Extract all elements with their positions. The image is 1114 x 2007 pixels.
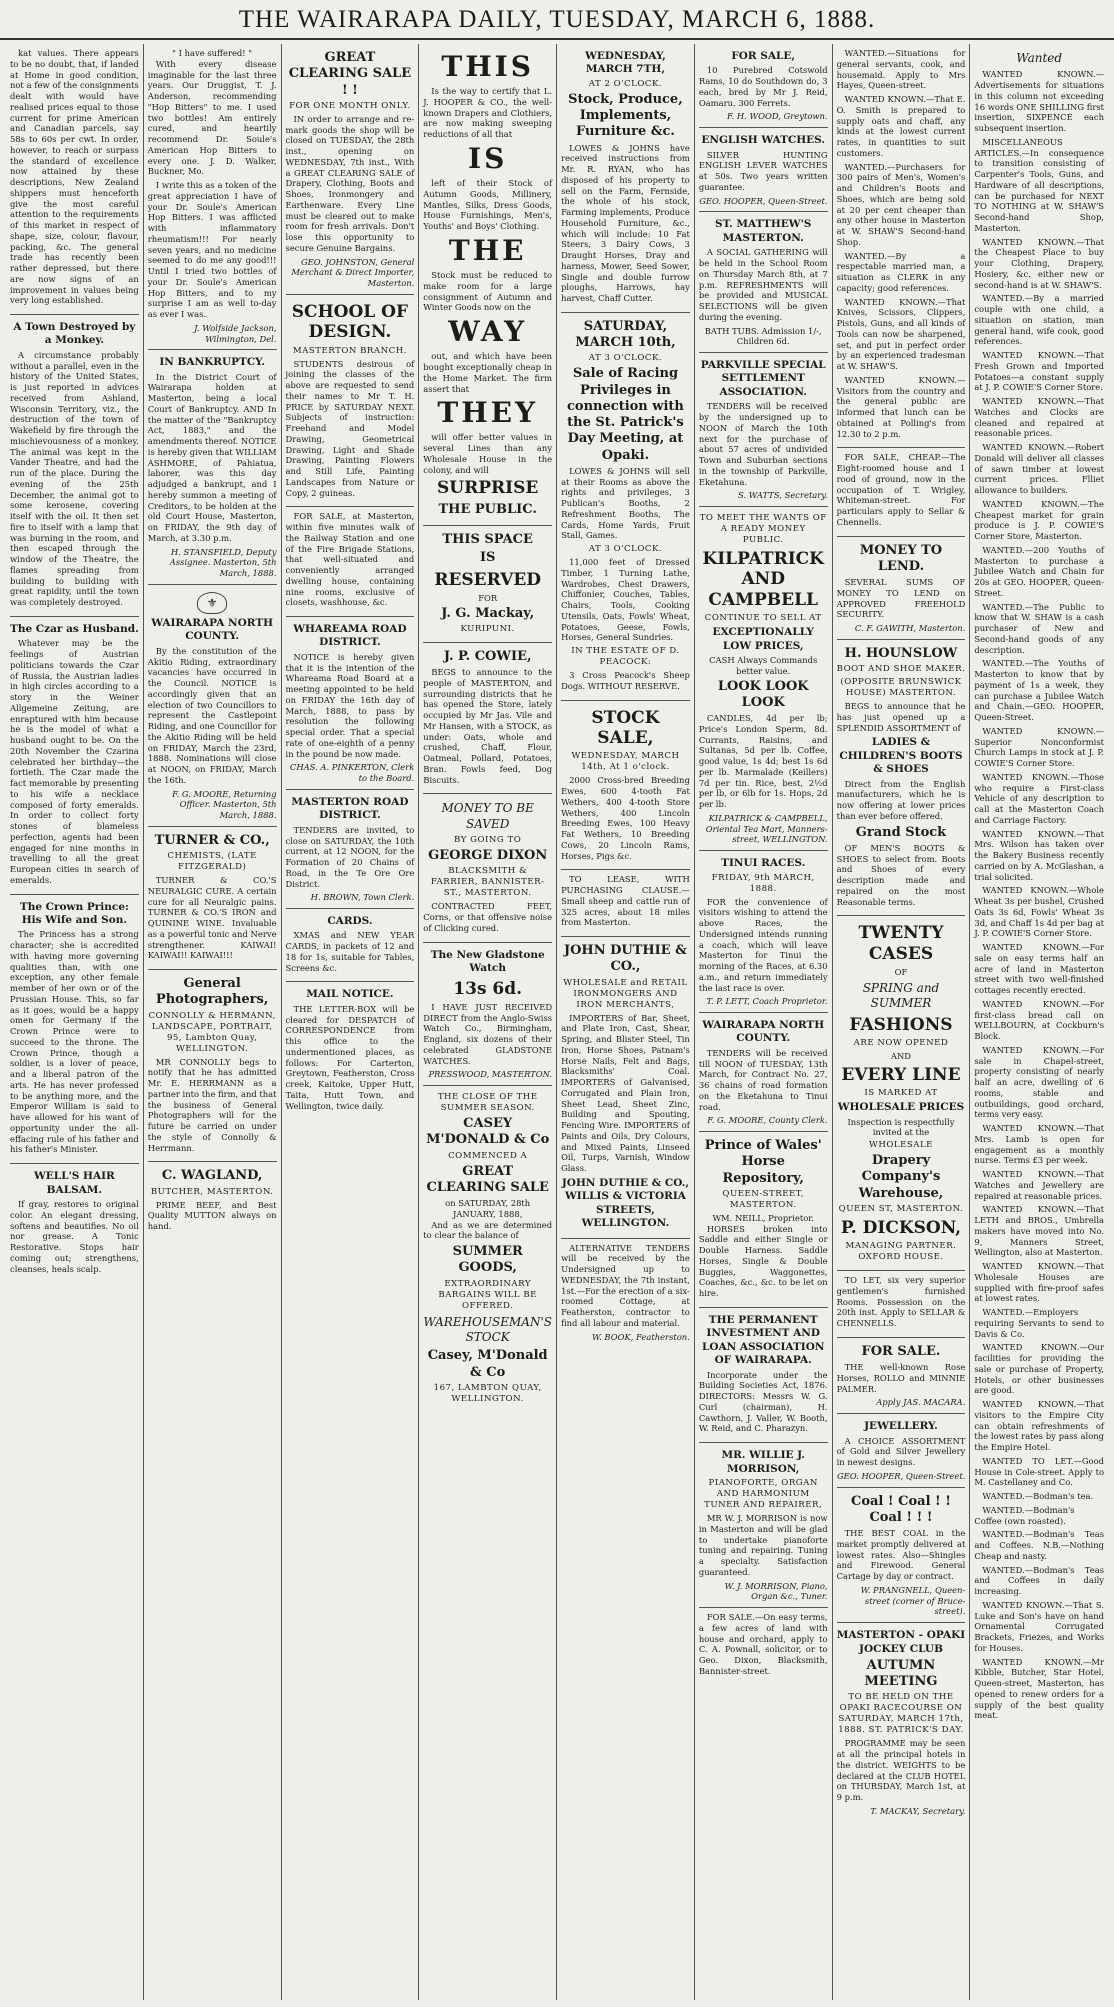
ad-house-cheap [837, 448, 966, 536]
ad-subheading: BUTCHER, MASTERTON. [150, 1186, 274, 1197]
ad-line: Inspection is respectfully invited at the [847, 1116, 955, 1138]
ad-land-sale [699, 1608, 828, 1685]
ad-text: Incorporate under the Building Societies Act, 1876. DIRECTORS: Messrs W. G. Curl (chairman), H. Cawthorn, J. Valler, W. Booth, W. Reid, and C. Pharazyn. [698, 1369, 828, 1434]
ad-piano-tuner [699, 1443, 828, 1608]
ad-line: on SATURDAY, 28th JANUARY, 1888, [445, 1198, 531, 1219]
notice-signature: F. G. MOORE, Returning Officer. Masterton, 5th March, 1888. [172, 788, 277, 821]
ad-heading: GEORGE DIXON [428, 848, 548, 864]
ad-price: 13s 6d. [453, 978, 523, 999]
ad-text: PRIME BEEF, and Best Quality MUTTON always on hand. [147, 1199, 277, 1232]
column-1 [6, 44, 144, 2000]
notice-signature: H. STANSFIELD, Deputy Assignee. Masterton, 5th March, 1888. [169, 546, 277, 579]
notice-text: THE LETTER-BOX will be cleared for DESPATCH of CORRESPONDENCE from this office to the undermentioned places, as follows: For Carterton, Greytown, Featherston, Cross creek, Kaitoke, Upper Hutt, Taita, Hutt Town, and Wellington, twice daily. [285, 1003, 415, 1111]
ad-coal [837, 1488, 966, 1624]
notice-heading: WAIRARAPA NORTH COUNTY. [702, 1019, 825, 1045]
classified-wanted [837, 44, 966, 448]
ad-house-sale [286, 507, 415, 617]
ad-heading: Sale of Racing Privileges in connection with the St. Patrick's Day Meeting, at Opaki. [567, 366, 684, 463]
ad-text: A CHOICE ASSORTMENT of Gold and Silver Jewellery in newest designs. [836, 1435, 966, 1468]
ad-jewellery [837, 1414, 966, 1487]
ad-subheading: CHEMISTS, (LATE FITZGERALD) [167, 851, 257, 873]
newspaper-title: THE WAIRARAPA DAILY, TUESDAY, MARCH 6, 1888. [238, 6, 876, 33]
classified-item: WANTED KNOWN.—That visitors to the Empire City can obtain refreshments of the lowest rates by pass along the Empire Hotel. [974, 1399, 1104, 1453]
notice-wairarapa-north [699, 1013, 828, 1132]
ad-rams-sale [699, 44, 828, 128]
ad-subheading: FOR ONE MONTH ONLY. [289, 100, 411, 111]
ad-signature: KILPATRICK & CAMPBELL, Oriental Tea Mart, Manners-street, WELLINGTON. [705, 812, 828, 845]
classified-item: WANTED.—Bodman's Coffee (own roasted). [974, 1504, 1075, 1526]
ad-text: HORSES broken into Saddle and either Single or Double Harness. Saddle Horses, Single & Double Buggies, Waggonettes, Coaches, &c., &c. to be let on hire. [698, 1223, 828, 1299]
ad-subheading: WHOLESALE and RETAIL IRONMONGERS AND IRON MERCHANTS, [563, 977, 688, 1010]
article-text: kat values. There appears to be no doubt, that, if landed at Home in good condition, not a few of the consignments dealt with would have realised prices equal to those current for prime American and Canadian parcels, say 58s to 60s per cwt. In order, however, to reach or surpass the standard of excellence now attained by these descriptions, New Zealand shippers must henceforth give the most careful attention to the requirements of this market in respect of shape, size, colour, flavour, packing, &c. The general trade has recently been rather depressed, but there are now signs of an improvement in values being very long established. [10, 48, 139, 306]
ad-text: out, and which have been bought exceptionally cheap in the Home Market. The firm assert that [423, 351, 553, 394]
ad-signature: F. H. WOOD, Greytown. [727, 111, 828, 122]
classified-item: WANTED KNOWN.—That the Cheapest Place to buy your Clothing, Drapery, Hosiery, &c. either new or second-hand is at W. SHAW'S. [974, 236, 1104, 290]
ad-heading: Coal ! Coal ! ! Coal ! ! ! [850, 1493, 951, 1525]
ad-text: STUDENTS desirous of joining the classes of the above are requested to send their names to Mr T. H. PRICE by SATURDAY NEXT. Subjects of instruction: Freehand and Model Drawing, Geometrical Drawing, Light and Shade Drawing, Painting Flowers and Still Life, Painting Landscapes from Nature or Copy, 2 guineas. [285, 358, 415, 498]
ad-text: TO LEASE, WITH PURCHASING CLAUSE.—Small sheep and cattle run of 325 acres, about 18 miles from Masterton. [561, 874, 690, 928]
article-text: A circumstance probably without a parallel, even in the history of the United States, is just reported in advices received from Ashland, Wisconsin Territory, viz., the destruction of the town of Wakefield by fire through the mischievousness of a monkey. The animal was kept in the Vander Theatre, and had the run of the place. During the evening of the 25th December, the animal got to some kerosene, covering itself with the oil. It then set fire to itself with a lamp that was burning in the room, and then escaped through the window of the Theatre, the flames spreading from building to building with great rapidity, until the town was completely destroyed. [10, 349, 139, 608]
classified-item: WANTED KNOWN.—That Knives, Scissors, Clippers, Pistols, Guns, and all kinds of Tools can now be sharpened, set, and put in perfect order by an experienced tradesman at W. SHAW'S. [836, 296, 966, 371]
article-heading: The Czar as Husband. [10, 622, 139, 635]
ad-heading: CARDS. [327, 915, 373, 928]
article-czar [10, 617, 139, 895]
ad-text: PROGRAMME may be seen at all the principal hotels in the district. WEIGHTS to be declared at the CLUB HOTEL on THURSDAY, March 1st, at 9 p.m. [836, 1738, 966, 1803]
classified-item: WANTED KNOWN.—Whole Wheat 3s per bushel, Crushed Oats 3s 6d, Fowls' Wheat 3s 3d, and Chaff 1s 4d per bag at J. P. COWIE'S Corner Store. [974, 885, 1104, 939]
notice-masterton-road [286, 790, 415, 909]
ad-line: IS [479, 550, 496, 566]
classified-item: WANTED.—Employers requiring Servants to send to Davis & Co. [974, 1307, 1104, 1339]
ad-line: IS MARKED AT [864, 1088, 938, 1099]
ad-horses-for-sale [837, 1338, 966, 1414]
classified-item: WANTED KNOWN.—That Mrs. Wilson has taken over the Bakery Business recently carried on by A. McGlashan, a trial solicited. [974, 828, 1104, 882]
ad-heading: TINUI RACES. [721, 857, 806, 870]
ad-school-of-design [286, 295, 415, 508]
ad-investment-association [699, 1308, 828, 1443]
masthead [0, 0, 1114, 40]
ad-text: MR CONNOLLY begs to notify that he has admitted Mr. E. HERRMANN as a partner into the firm, and that the business of General Photographers will for the future be carried on under the style of Connolly & Herrmann. [147, 1056, 277, 1153]
ad-text: Direct from the English manufacturers, which he is now offering at lower prices than ever before offered. [836, 778, 966, 821]
ad-heading: General Photographers, [155, 976, 269, 1008]
notice-text: A SOCIAL GATHERING will be held in the School Room on Thursday March 8th, at 7 p.m. REFRESHMENTS will be provided and MUSICAL SELECTIONS will be given during the evening. [698, 247, 828, 322]
ad-racing-privileges [561, 313, 690, 701]
ad-tinui-races [699, 851, 828, 1013]
classified-item: WANTED KNOWN.—Mr Kibble, Butcher, Star Hotel, Queen-street, Masterton, has opened to renew orders for a supply of the best quality meat. [974, 1656, 1104, 1721]
ad-line: QUEEN ST, MASTERTON. [838, 1203, 964, 1214]
ad-heading: SUMMER GOODS, [452, 1244, 523, 1276]
ad-text: THE BEST COAL in the market promptly delivered at lowest rates. Also—Shingles and Firewood. General Cartage by day or contract. [836, 1528, 966, 1582]
notice-signature: S. WATTS, Secretary. [737, 490, 828, 501]
ad-text: 2000 Cross-bred Breeding Ewes, 600 4-tooth Fat Wethers, 400 4-tooth Store Wethers, 400 Lincoln Breeding Ewes, 100 Heavy Fat Wethers, 10 Breeding Cows, 20 Lincoln Rams, Horses, Pigs &c. [561, 775, 690, 861]
classified-item: WANTED.—The Youths of Masterton to know that by payment of 1s a week, they can purchase a Jubilee Watch and Chain.—GEO. HOOPER, Queen-Street. [974, 658, 1104, 723]
notice-text: TENDERS are invited, to close on SATURDAY, the 10th current, at 12 NOON, for the Formation of 20 Chains of Road, in the Te Ore Ore District. [285, 824, 415, 889]
ad-line: AND [890, 1050, 912, 1061]
ad-signature: T. MACKAY, Secretary. [870, 1805, 966, 1816]
notice-mail [286, 982, 415, 1119]
ad-heading: TURNER & CO., [154, 832, 270, 848]
ad-text: FOR SALE, at Masterton, within five minutes walk of the Railway Station and one of the Fire Brigade Stations, that well-situated and conveniently arranged dwelling house, containing nine rooms, exclusive of closets, washhouse, &c. [285, 511, 415, 608]
ad-text: FOR SALE.—On easy terms, a few acres of land with house and orchard, apply to C. A. Pownall, solicitor, or to Geo. Dixon, Blacksmith, Bannister-street. [698, 1612, 828, 1676]
ad-subheading: MASTERTON BRANCH. [292, 345, 407, 356]
ad-heading: Stock, Produce, Implements, Furniture &c. [568, 91, 683, 140]
ad-heading: CASEY M'DONALD & Co [426, 1116, 550, 1148]
notice-text: NOTICE is hereby given that it is the intention of the Whareama Road Board at a meeting appointed to be held on FRIDAY the 16th day of March, 1888, to pass by resolution the following special order. That a special rate of one-eighth of a penny in the pound be now made. [285, 651, 415, 759]
column-3 [282, 44, 420, 2000]
ad-text: IN order to arrange and re-mark goods the shop will be closed on TUESDAY, the 28th inst., opening on WEDNESDAY, 7th inst., With a GREAT CLEARING SALE of Drapery, Clothing, Boots and Shoes, Ironmongery and Earthenware. Every Line must be cleared out to make room for fresh arrivals. Don't lose this opportunity to secure Genuine Bargains. [285, 113, 415, 253]
ad-auction-ryan [561, 44, 690, 313]
ad-heading: FOR SALE, [731, 50, 796, 62]
ad-text: With every disease imaginable for the last three years. Our Druggist, T. J. Anderson, recommending "Hop Bitters" to me. I used two bottles! Am entirely cured, and heartily recommend Dr. Soule's American Hop Bitters to every one. J. D. Walker, Buckner, Mo. [147, 58, 277, 177]
classified-item: WANTED KNOWN.—That Fresh Grown and Imported Potatoes—a constant supply at J. P. COWIE'S Corner Store. [974, 350, 1104, 393]
classified-item: WANTED KNOWN.—That Watches and Clocks are cleaned and repaired at reasonable prices. [974, 396, 1104, 439]
classified-item: WANTED.—Purchasers for 300 pairs of Men's, Women's and Children's Boots and Shoes, which are being sold at 20 per cent cheaper than any other house in Masterton at W. SHAW'S Second-hand Shop. [836, 161, 966, 247]
ad-text: I HAVE JUST RECEIVED DIRECT from the Anglo-Swiss Watch Co., Birmingham, England, six dozens of their celebrated GLADSTONE WATCHES. [423, 1001, 553, 1066]
ad-heading: LOOK LOOK LOOK [717, 678, 809, 710]
ad-signature: J. Wolfside Jackson, Wilmington, Del. [194, 322, 277, 344]
ad-big-word: IS [468, 141, 508, 175]
article-continued [10, 44, 139, 315]
ad-line: MANAGING PARTNER. OXFORD HOUSE. [845, 1241, 957, 1263]
classified-item: WANTED.—Bodman's Teas and Coffees. N.B.—Nothing Cheap and nasty. [974, 1529, 1104, 1561]
classified-item: WANTED KNOWN.—That Mrs. Lamb is open for engagement as a monthly nurse. Terms £3 per week. [974, 1123, 1104, 1166]
ad-hooper-sale [423, 44, 552, 526]
ad-heading: GREAT CLEARING SALE [426, 1163, 549, 1195]
ad-text: left of their Stock of Autumn Goods, Millinery, Mantles, Silks, Dress Goods, House Furnishings, Men's, Youths' and Boys' Clothing. [423, 178, 553, 232]
ad-heading: STOCK SALE, [591, 707, 660, 749]
ad-text: XMAS and NEW YEAR CARDS, in packets of 12 and 18 for 1s, suitable for Tables, Screens &c. [285, 930, 415, 973]
ad-line: 167, LAMBTON QUAY, WELLINGTON. [433, 1382, 542, 1404]
ad-cards [286, 909, 415, 982]
ad-tenders [561, 1239, 690, 1348]
ad-text: SILVER HUNTING ENGLISH LEVER WATCHES at 50s. Two years written guarantee. [698, 149, 828, 192]
column-6 [695, 44, 833, 2000]
ad-text: CONTRACTED FEET, Corns, or that offensive noise of Clicking cured. [423, 901, 553, 933]
notice-signature: CHAS. A. PINKERTON, Clerk to the Board. [289, 762, 415, 784]
ad-text: ALTERNATIVE TENDERS will be received by the Undersigned up to WEDNESDAY, the 7th instant, 1st.—For the erection of a six-roomed Cottage, at Featherston, contractor to find all labour and material. [561, 1242, 690, 1328]
ad-text: will offer better values in several Lines than any Wholesale House in the colony, and will [423, 432, 553, 475]
ad-line: ARE NOW OPENED [853, 1037, 949, 1048]
ad-heading: SCHOOL OF DESIGN. [291, 301, 409, 343]
ad-line: SPRING and SUMMER [862, 980, 940, 1011]
ad-text: LOWES & JOHNS have received instructions from Mr. R. RYAN, who has disposed of his property to sell on the Farm, Fernside, the whole of his stock, Farming implements, Produce Household Furniture, &c., which will include: 10 Fat Steers, 3 Dairy Cows, 3 Draught Horses, Dray and harness, Mower, Seed Sower, Single and double furrow ploughs, Harrows, hay harvest, Chaff Cutter. [561, 142, 690, 304]
ad-heading: TWENTY CASES [858, 923, 944, 964]
classified-item: WANTED KNOWN.—That S. Luke and Son's have on hand Ornamental Corrugated Brackets, Friezes, and Works for Houses. [974, 1599, 1104, 1653]
ad-heading: Casey, M'Donald & Co [427, 1348, 548, 1380]
ad-heading: MONEY TO BE SAVED [441, 801, 534, 831]
classified-item: WANTED.—Bodman's tea. [982, 1491, 1094, 1502]
ad-heading: FOR SALE. [861, 1343, 941, 1359]
ad-heading: MONEY TO LEND. [859, 542, 943, 574]
page-columns [6, 44, 1108, 2000]
ad-heading: MASTERTON - OPAKI JOCKEY CLUB [836, 1629, 966, 1655]
ad-reserved-space [423, 526, 552, 643]
classified-item: WANTED KNOWN.—For sale in Chapel-street, property consisting of nearly half an acre, dwelling of 6 rooms, stable and outbuildings, good orchard, terms very easy. [974, 1044, 1104, 1120]
ad-heading: LADIES & CHILDREN'S BOOTS & SHOES [839, 736, 963, 776]
column-8 [970, 44, 1108, 2000]
ad-signature: C. F. GAWITH, Masterton. [854, 623, 966, 633]
classified-item: WANTED KNOWN.—The Cheapest market for grain produce is J. P. COWIE'S Corner Store, Masterton. [974, 498, 1104, 542]
notice-text: TENDERS will be received till NOON of TUESDAY, 13th March, for Contract No. 27, 36 chains of road formation on the Eketahuna to Tinui road. [698, 1047, 828, 1112]
column-7 [833, 44, 971, 2000]
column-2 [144, 44, 282, 2000]
ad-text: I write this as a token of the great appreciation I have of your Dr. Soule's American Hop Bitters. I was afflicted with inflammatory rheumatism!!! For nearly seven years, and no medicine seemed to do me any good!!! Until I tried two bottles of your Dr. Soule's American Hop Bitters, and to my surprise I am as well to-day as ever I was. [147, 180, 277, 319]
crest-icon: ⚜ [197, 592, 227, 614]
notice-heading: ST. MATTHEW'S MASTERTON. [715, 218, 812, 244]
ad-heading: Drapery Company's Warehouse, [858, 1153, 944, 1201]
ad-duthie [561, 937, 690, 1239]
ad-signature: W. J. MORRISON, Piano, Organ &c., Tuner. [724, 1580, 828, 1602]
ad-line: COMMENCED A [448, 1150, 528, 1161]
notice-text: In the District Court of Wairarapa holden at Masterton, being a local Court of Bankruptcy. AND In the matter of the "Bankruptcy Act, 1883," and the amendments thereof. NOTICE is hereby given that WILLIAM ASHMORE, of Pahiatua, laborer, was this day adjudged a bankrupt, and I hereby summon a meeting of Creditors, to be holden at the old Court House, Masterton, on FRIDAY, the 9th day of March, at 3.30 p.m. [147, 371, 277, 543]
ad-line: RESERVED [434, 569, 542, 590]
ad-subheading: WEDNESDAY, MARCH 14th, At 1 o'clock. [571, 751, 680, 773]
notice-bankruptcy [148, 350, 277, 585]
ad-text: And as we are determined to clear the balance of [423, 1219, 553, 1241]
ad-heading: JEWELLERY. [864, 1420, 938, 1433]
ad-text: SEVERAL SUMS OF MONEY TO LEND on APPROVED FREEHOLD SECURITY. [836, 577, 966, 620]
ad-subheading: CONNOLLY & HERMANN, LANDSCAPE, PORTRAIT, 95, Lambton Quay, WELLINGTON. [148, 1010, 276, 1054]
notice-heading: IN BANKRUPTCY. [159, 356, 265, 369]
ad-text: Stock must be reduced to make room for a large consignment of Autumn and Winter Goods now on the [423, 270, 553, 313]
ad-lease [561, 870, 690, 937]
article-heading: A Town Destroyed by a Monkey. [13, 321, 136, 347]
ad-text: If gray, restores to original color. An elegant dressing, softens and beautifies. No oil nor grease. A Tonic Restorative. Stops hair coming out; strengthens, cleanses, heals scalp. [10, 1199, 139, 1274]
classified-item: WANTED.—The Public to know that W. SHAW is a cash purchaser of New and Second-hand goods of any description. [974, 601, 1104, 655]
ad-text: MR W. J. MORRISON is now in Masterton and will be glad to undertake pianoforte tuning and repairing. Tuning a specialty. Satisfaction guaranteed. [698, 1513, 828, 1577]
ad-jockey-club [837, 1623, 966, 1822]
ad-text: 11,000 feet of Dressed Timber, 1 Turning Lathe, Wardrobes, Chest Drawers, Chiffonier, Couches, Tables, Chairs, Tools, Cooking Utensils, Oats, Fowls' Wheat, Potatoes, Geese, Fowls, Horses, General Sundries. [561, 557, 690, 643]
ad-big-word: THE PUBLIC. [438, 501, 537, 517]
ad-line: EXTRAORDINARY BARGAINS WILL BE OFFERED. [438, 1278, 537, 1311]
classified-item: WANTED KNOWN.—Visitors from the country and the general public are informed that lunch can be obtained at Polling's from 12.30 to 2 p.m. [836, 374, 966, 439]
ad-text: LOWES & JOHNS will sell at their Rooms as above the rights and privileges, 3 Publican's Booths, 2 Refreshment Booths, The Cards, Home Yards, Fruit Stall, Games. [561, 465, 690, 541]
ad-text: TURNER & CO.'S NEURALGIC CURE. A certain cure for all Neuralgic pains. TURNER & CO.'S IRON and QUININE WINE. Invaluable as a powerful tonic and Nerve strengthener. KAIWAI! KAIWAI!! KAIWAI!!! [147, 875, 277, 961]
notice-heading: WHAREAMA ROAD DISTRICT. [293, 623, 407, 649]
ad-subheading: (OPPOSITE BRUNSWICK HOUSE) MASTERTON. [840, 677, 962, 698]
notice-signature: H. BROWN, Town Clerk. [310, 892, 415, 903]
classified-item: WANTED.—By a married couple with one child, a situation on station, man general hand, wife cook, good references. [974, 293, 1104, 347]
classified-item: WANTED KNOWN.—That Wholesale Houses are supplied with fire-proof safes at lowest rates. [974, 1261, 1104, 1304]
ad-horse-repository [699, 1132, 828, 1308]
ad-dixon [423, 794, 552, 942]
ad-text: 10 Purebred Cotswold Rams, 10 do Southdown do, 3 each, bred by Mr J. Reid, Oamaru. 300 Ferrets. [698, 65, 828, 108]
classified-item: WANTED KNOWN.—That LETH and BROS., Umbrella makers have moved into No. 9, Manners Street, Wellington, also at Masterton. [974, 1204, 1104, 1258]
ad-chemists [148, 827, 277, 970]
classified-item: WANTED KNOWN.—That Watches and Jewellery are repaired at reasonable prices. [974, 1169, 1104, 1201]
notice-parkvale [699, 353, 828, 507]
ad-clearing-sale [286, 44, 415, 295]
ad-heading: P. DICKSON, [840, 1217, 962, 1238]
notice-line: BATH TUBS. Admission 1/-, Children 6d. [704, 325, 822, 347]
ad-heading: JOHN DUTHIE & CO., WILLIS & VICTORIA STREETS, WELLINGTON. [561, 1176, 690, 1230]
ad-line: TO BE HELD ON THE OPAKI RACECOURSE ON SATURDAY, MARCH 17th, 1888. ST. PATRICK'S DAY. [838, 1692, 964, 1736]
ad-heading: Prince of Wales' Horse Repository, [704, 1138, 822, 1186]
ad-text: CANDLES, 4d per lb; Price's London Sperm, 8d. Currants, Raisins, and Sultanas, 5d per lb. Coffee, good value, 1s 4d; best 1s 6d per lb. Marmalade (Keillers) 7d per tin. Rice, best, 2½d per lb, or 6lb for 1s. Hops, 2d per lb. [698, 713, 828, 810]
column-4 [419, 44, 557, 2000]
ad-signature: PRESSWOOD, MASTERTON. [428, 1069, 553, 1080]
ad-hounslow [837, 640, 966, 917]
ad-big-word: THEY [437, 396, 538, 430]
article-monkey [10, 315, 139, 617]
ad-heading: WELL'S HAIR BALSAM. [34, 1170, 115, 1196]
ad-big-word: THIS [441, 50, 534, 83]
ad-big-word: SURPRISE [437, 478, 539, 499]
classified-item: MISCELLANEOUS ARTICLES.—In consequence to transition consisting of Carpenter's Tools, Guns, and Hardware of all descriptions, can be purchased for NEXT TO NOTHING at W. SHAW'S Second-hand Shop, Masterton. [974, 136, 1104, 233]
ad-english-watches [699, 128, 828, 212]
ad-subheading: TO MEET THE WANTS OF A READY MONEY PUBLIC. [699, 513, 827, 546]
notice-signature: F. G. MOORE, County Clerk. [707, 1115, 828, 1126]
classified-item: WANTED TO LET.—Good House in Cole-street. Apply to M. Castellaney and Co. [974, 1455, 1104, 1488]
ad-line: FOR [478, 592, 498, 603]
ad-heading: GREAT CLEARING SALE ! ! [288, 50, 412, 98]
ad-text: TO LET, six very superior gentlemen's furnished Rooms. Possession on the 20th inst. Apply to SELLAR & CHENNELLS. [836, 1275, 966, 1329]
ad-text: Is the way to certify that L. J. HOOPER & CO., the well-known Drapers and Clothiers, are now making sweeping reductions of all that [423, 86, 553, 140]
ad-heading: EXCEPTIONALLY LOW PRICES, [712, 626, 814, 652]
notice-whareama-road [286, 617, 415, 790]
notice-text: TENDERS will be received by the undersigned up to NOON of March the 10th next for the purchase of about 57 acres of undivided Town and Suburban sections in the township of Parkville, Eketahuna. [698, 401, 828, 487]
ad-heading: KILPATRICK AND CAMPBELL [702, 549, 824, 610]
ad-line: OF [894, 967, 908, 978]
ad-text: 3 Cross Peacock's Sheep Dogs. WITHOUT RESERVE. [561, 670, 690, 691]
ad-text: BEGS to announce that he has just opened up a SPLENDID ASSORTMENT of [836, 701, 966, 733]
ad-hop-bitters [148, 44, 277, 350]
ad-line: WHOLESALE [869, 1140, 933, 1151]
classified-item: WANTED KNOWN.—That E. O. Smith is prepared to supply oats and chaff, any kinds at the lowest current rates, in quantities to suit customers. [836, 94, 966, 158]
classified-item: WANTED KNOWN.—Those who require a First-class Vehicle of any description to call at the Masterton Coach and Carriage Factory. [974, 771, 1104, 825]
ad-heading: JOHN DUTHIE & CO., [563, 943, 687, 975]
ad-signature: GEO. JOHNSTON, General Merchant & Direct Importer, Masterton. [291, 256, 415, 288]
ad-signature: W. PRANGNELL, Queen-street (corner of Bruce-street). [860, 1584, 966, 1617]
ad-subheading: AT 2 O'CLOCK. [588, 78, 663, 89]
ad-text: THE well-known Rose Horses, ROLLO and MINNIE PALMER. [836, 1362, 966, 1394]
ad-stock-sale [561, 701, 690, 871]
classified-item: WANTED KNOWN.— Superior Nonconformist Church Lamps in stock at J. P. COWIE'S Corner Store. [974, 725, 1104, 769]
ad-signature: T. P. LETT, Coach Proprietor. [706, 996, 828, 1007]
ad-text: FOR the convenience of visitors wishing to attend the above Races, the Undersigned intends running a coach, which will leave Masterton for Tinui the morning of the Races, at 6.30 a.m., and return immediately the last race is over. [698, 896, 828, 993]
ad-drapery-warehouse [837, 916, 966, 1271]
classified-item: WANTED.—By a respectable married man, a situation as CLERK in any capacity; good references. [836, 250, 966, 293]
ad-subheading: IN THE ESTATE OF D. PEACOCK: [571, 646, 680, 668]
ad-heading: MR. WILLIE J. MORRISON, [721, 1449, 805, 1475]
ad-heading: WHOLESALE PRICES [837, 1101, 965, 1114]
ad-gladstone-watch [423, 943, 552, 1087]
ad-casey-mcdonald [423, 1086, 552, 1412]
ad-line: J. G. Mackay, [441, 605, 535, 621]
ad-line: KURIPUNI. [460, 623, 515, 634]
ad-line: WM. NEILL, Proprietor. [712, 1212, 814, 1223]
notice-st-matthews [699, 212, 828, 353]
article-heading: The Crown Prince: His Wife and Son. [19, 900, 129, 926]
ad-heading: C. WAGLAND, [161, 1168, 263, 1184]
ad-subheading: QUEEN-STREET, MASTERTON. [722, 1188, 804, 1210]
ad-subheading: BLACKSMITH & FARRIER, BANNISTER-ST., MASTERTON. [430, 866, 545, 899]
column-5 [557, 44, 695, 2000]
ad-subheading: BOOT AND SHOE MAKER. [836, 664, 966, 674]
notice-heading: PARKVILLE SPECIAL SETTLEMENT ASSOCIATION. [700, 359, 826, 398]
ad-heading: FASHIONS [849, 1014, 953, 1035]
ad-subheading: BY GOING TO [454, 835, 522, 846]
ad-subheading: AT 3 O'CLOCK. [588, 353, 663, 364]
ad-signature: GEO. HOOPER, Queen-Street. [699, 195, 828, 206]
ad-text: OF MEN'S BOOTS & SHOES to select from. Boots and Shoes of every description made and repaired on the most Reasonable terms. [836, 842, 966, 907]
ad-signature: W. BOOK, Featherston. [591, 1331, 690, 1342]
section-heading: Wanted [1016, 51, 1063, 65]
notice-heading: MASTERTON ROAD DISTRICT. [291, 795, 409, 822]
notice-county [148, 585, 277, 827]
ad-heading: Grand Stock [855, 824, 947, 840]
ad-signature: GEO. HOOPER, Queen-Street. [836, 1470, 966, 1481]
article-text: The Princess has a strong character; she is accredited with having more governing qualities than, with one exception, any other female member of her own or of the Prussian House. This, so far as it goes, would be a happy omen for Germany if the Crown Prince were to succeed to the throne. The Crown Prince, though a soldier, is a lover of peace, and a liberal patron of the arts. He has never professed to be anything more, and the Emperor William is said to have allowed for his want of opportunity under the all-effacing rule of his father and his father's Minister. [10, 929, 139, 1155]
classified-item: WANTED KNOWN.—For first-class bread call on WELLBOURN, at Cockburn's Block. [974, 998, 1104, 1042]
ad-heading: EVERY LINE [841, 1064, 961, 1085]
classified-item: WANTED KNOWN.—For sale on easy terms half an acre of land in Masterton street with two well-finished cottages recently erected. [974, 942, 1104, 996]
classified-item: WANTED KNOWN.—Advertisements for situations in this column not exceeding 16 words ONE SHILLING first insertion, SIXPENCE each subsequent insertion. [974, 69, 1104, 134]
ad-big-word: WAY [448, 315, 528, 349]
ad-subheading: CONTINUE TO SELL AT [704, 613, 822, 624]
ad-heading: THE PERMANENT INVESTMENT AND LOAN ASSOCIATION OF WAIRARAPA. [701, 1313, 825, 1367]
ad-quote: " I have suffered! " [172, 48, 253, 58]
ad-subheading: AT 3 O'CLOCK. [588, 544, 663, 555]
ad-photographers [148, 970, 277, 1162]
notice-heading: MAIL NOTICE. [306, 988, 394, 1001]
classified-wanted-column [974, 44, 1104, 1729]
ad-money-to-lend [837, 537, 966, 640]
ad-text: FOR SALE, CHEAP.—The Eight-roomed house and 1 rood of ground, now in the occupation of T. Wrigley, Whiteman-street. For particulars apply to Sellar & Chennells. [836, 452, 966, 527]
ad-heading: SATURDAY, MARCH 10th, [575, 318, 676, 351]
classified-item: WANTED KNOWN.—Our facilities for providing the sale or purchase of Property, Hotels, or other businesses are good. [974, 1342, 1104, 1396]
ad-subheading: FRIDAY, 9th MARCH, 1888. [711, 872, 815, 894]
classified-item: WANTED KNOWN.—Robert Donald will deliver all classes of sawn timber at lowest current prices. Flliet allowance to builders. [974, 442, 1104, 496]
classified-item: WANTED.—Situations for general servants, cook, and housemaid. Apply to Mrs Hayes, Queen-street. [836, 48, 966, 91]
ad-line: THE CLOSE OF THE SUMMER SEASON. [437, 1092, 538, 1114]
ad-line: THIS SPACE [442, 532, 533, 548]
notice-heading: WAIRARAPA NORTH COUNTY. [151, 616, 274, 643]
classified-item: WANTED.—Bodman's Teas and Coffees in daily increasing. [974, 1564, 1104, 1597]
ad-heading: ENGLISH WATCHES. [701, 134, 826, 147]
ad-heading: WEDNESDAY, MARCH 7TH, [585, 50, 666, 76]
article-crown-prince [10, 895, 139, 1165]
notice-text: By the constitution of the Akitio Riding, extraordinary vacancies have occurred in the Council. NOTICE is accordingly given that an election of two Councillors to represent the Castlepoint Riding, and one Councillor for the Akitio Riding will be held on FRIDAY, March the 23rd, 1888. Nominations will close at NOON, on FRIDAY, March the 16th. [147, 645, 277, 785]
ad-signature: Apply JAS. MACARA. [876, 1397, 966, 1408]
ad-rooms-to-let [837, 1271, 966, 1338]
ad-butcher [148, 1162, 277, 1240]
ad-heading: AUTUMN MEETING [864, 1657, 938, 1690]
article-text: Whatever may be the feelings of Austrian politicians towards the Czar of Russia, the Austrian ladies in high circles according to a story in the Weiner Allgemeine Zeitung, are enraptured with him because he is the model of what a husband ought to be. On the 20th November the Czarina celebrated her birthday—the fortieth. The Czar made the fact memorable by presenting to his wife a necklace composed of forty emeralds. In order to collect forty stones of blameless perfection, agents had been engaged for nine months in travelling to all the great European cities in search of emeralds. [10, 638, 139, 885]
ad-line: CASH Always Commands better value. [709, 655, 818, 676]
classified-item: WANTED.—200 Youths of Masterton to purchase a Jubilee Watch and Chain for 20s at GEO. HOOPER, Queen-Street. [974, 544, 1104, 598]
ad-big-word: THE [448, 233, 527, 267]
ad-text: IMPORTERS of Bar, Sheet, and Plate Iron, Cast, Shear, Spring, and Blister Steel, Tin Iron, Horse Shoes, Patnam's Horse Nails, Felt and Bags, Blacksmiths' Coal. IMPORTERS of Galvanised, Corrugated and Plain Iron, Sheet Lead, Sheet Zinc, Building and Spouting, Fencing Wire. IMPORTERS of Paints and Oils, Dry Colours, and Mixed Paints, Linseed Oil, Turps, Varnish, Window Glass. [561, 1012, 690, 1174]
ad-cowie [423, 643, 552, 795]
ad-text: BEGS to announce to the people of MASTERTON, and surrounding districts that he has opened the Store, lately occupied by Mr Jas. Vile and Mr Hansen, with a STOCK, as under: Oats, whole and crushed, Chaff, Flour, Oatmeal, Pollard, Potatoes, Bran. Fowls feed, Dog Biscuits. [423, 667, 553, 785]
ad-heading: The New Gladstone Watch [430, 948, 545, 975]
ad-subheading: PIANOFORTE, ORGAN AND HARMONIUM TUNER AND REPAIRER, [704, 1478, 823, 1511]
ad-hair-balsam [10, 1164, 139, 1282]
ad-line: WAREHOUSEMAN'S STOCK [423, 1314, 552, 1345]
ad-heading: J. P. COWIE, [443, 648, 532, 664]
ad-heading: H. HOUNSLOW [844, 645, 958, 661]
ad-kilpatrick [699, 507, 828, 851]
